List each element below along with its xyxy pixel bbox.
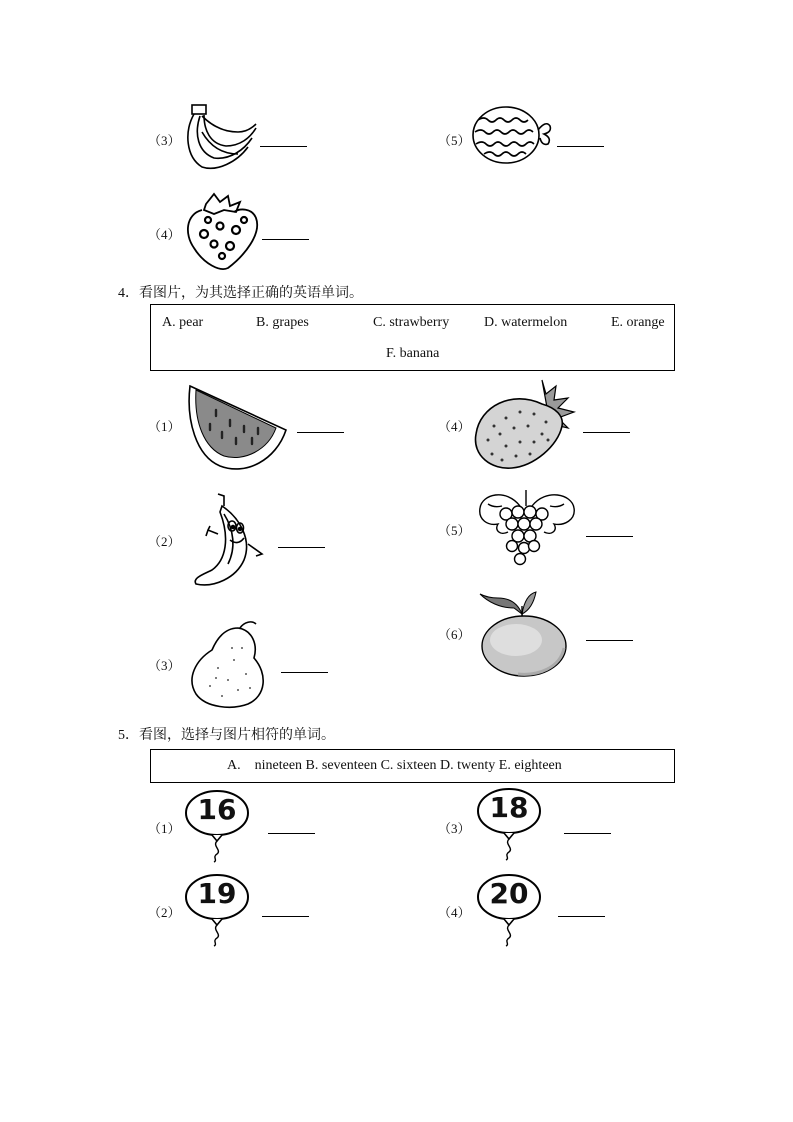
item-label: （5） (438, 523, 471, 538)
answer-blank[interactable] (262, 916, 309, 917)
item-label: （3） (148, 658, 181, 673)
balloon-18 (476, 788, 542, 860)
answer-blank[interactable] (564, 833, 611, 834)
question-title: 4．看图片，为其选择正确的英语单词。 (118, 286, 363, 301)
banana-cartoon-icon (190, 490, 270, 590)
watermelon-slice-icon (186, 380, 290, 474)
balloon-number: 19 (197, 877, 237, 910)
answer-blank[interactable] (262, 239, 309, 240)
item-label: （6） (438, 627, 471, 642)
item-label: （4） (438, 419, 471, 434)
item-label: （4） (438, 905, 471, 920)
item-label: （2） (148, 905, 181, 920)
answer-blank[interactable] (557, 146, 604, 147)
options-box (150, 749, 675, 783)
balloon-16 (184, 790, 250, 862)
item-label: （3） (148, 133, 181, 148)
grapes-icon (476, 486, 578, 570)
banana-bunch-icon (182, 102, 260, 174)
option: E. orange (611, 315, 665, 330)
item-label: （1） (148, 419, 181, 434)
orange-icon (478, 588, 574, 680)
balloon-number: 20 (489, 877, 529, 910)
answer-blank[interactable] (260, 146, 307, 147)
options-line: A. nineteen B. seventeen C. sixteen D. twenty E. eighteen (227, 758, 562, 773)
watermelon-icon (470, 104, 554, 166)
options-box (150, 304, 675, 371)
answer-blank[interactable] (278, 547, 325, 548)
balloon-20 (476, 874, 542, 946)
balloon-number: 18 (489, 791, 529, 824)
item-label: （5） (438, 133, 471, 148)
answer-blank[interactable] (586, 640, 633, 641)
answer-blank[interactable] (558, 916, 605, 917)
answer-blank[interactable] (268, 833, 315, 834)
option: F. banana (386, 346, 440, 361)
balloon-number: 16 (197, 793, 237, 826)
option: B. grapes (256, 315, 309, 330)
option: D. watermelon (484, 315, 568, 330)
option: C. strawberry (373, 315, 450, 330)
pear-icon (188, 618, 270, 710)
answer-blank[interactable] (281, 672, 328, 673)
answer-blank[interactable] (586, 536, 633, 537)
option: A. pear (162, 315, 204, 330)
item-label: （3） (438, 821, 471, 836)
question-title: 5．看图，选择与图片相符的单词。 (118, 728, 335, 743)
strawberry-icon (184, 190, 264, 272)
balloon-19 (184, 874, 250, 946)
item-label: （1） (148, 821, 181, 836)
item-label: （2） (148, 534, 181, 549)
answer-blank[interactable] (297, 432, 344, 433)
answer-blank[interactable] (583, 432, 630, 433)
item-label: （4） (148, 227, 181, 242)
strawberry-icon (472, 376, 578, 472)
